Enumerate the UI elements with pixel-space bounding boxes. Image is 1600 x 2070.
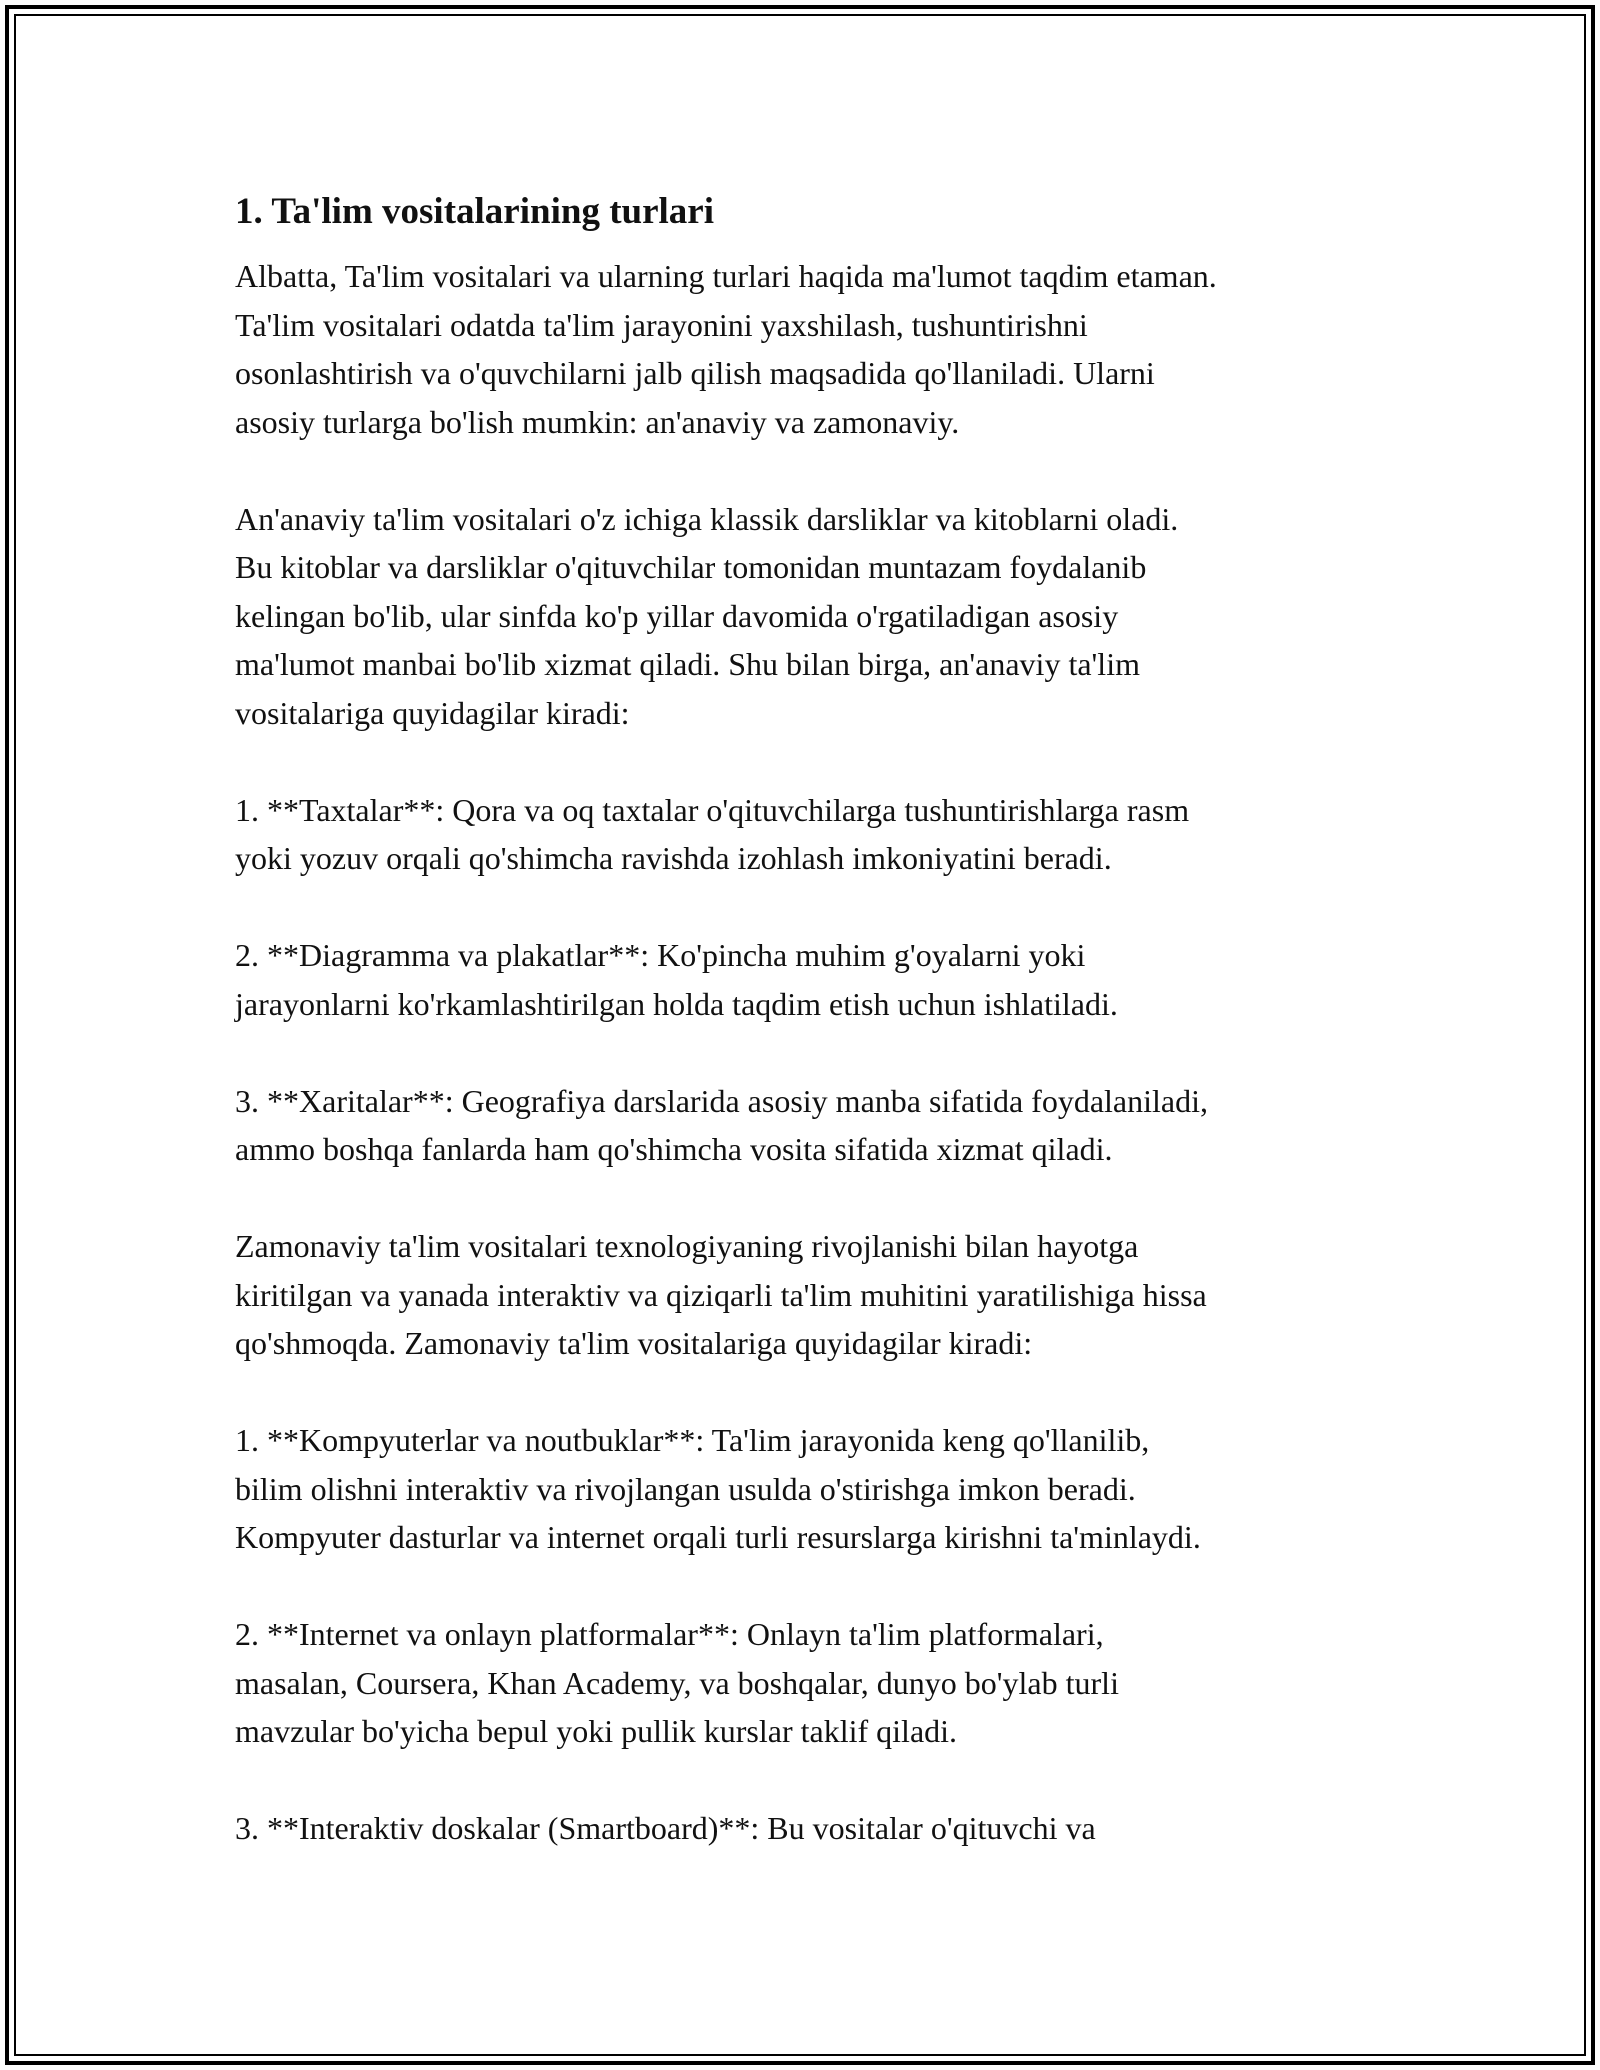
text-line: ammo boshqa fanlarda ham qo'shimcha vosita sifatida xizmat qiladi. <box>235 1131 1113 1167</box>
text-line: bilim olishni interaktiv va rivojlangan usulda o'stirishga imkon beradi. <box>235 1470 1136 1507</box>
text-line: mavzular bo'yicha bepul yoki pullik kurslar taklif qiladi. <box>235 1713 958 1749</box>
text-line: Kompyuter dasturlar va internet orqali turli resurslarga kirishni ta'minlaydi. <box>235 1519 1201 1555</box>
list-item-computers <box>235 1416 1415 1562</box>
list-item-smartboard <box>235 1804 1415 1853</box>
text-line: jarayonlarni ko'rkamlashtirilgan holda taqdim etish uchun ishlatiladi. <box>235 985 1118 1022</box>
text-line: ma'lumot manbai bo'lib xizmat qiladi. Shu bilan birga, an'anaviy ta'lim <box>235 646 1140 682</box>
list-item-maps <box>235 1077 1415 1174</box>
text-line: 3. **Xaritalar**: Geografiya darslarida asosiy manba sifatida foydalaniladi, <box>235 1082 1208 1119</box>
document-body <box>235 188 1415 1901</box>
paragraph-intro <box>235 252 1415 446</box>
text-line: An'anaviy ta'lim vositalari o'z ichiga klassik darsliklar va kitoblarni oladi. <box>235 500 1179 537</box>
text-line: Ta'lim vositalari odatda ta'lim jarayonini yaxshilash, tushuntirishni <box>235 306 1088 343</box>
text-line: Zamonaviy ta'lim vositalari texnologiyaning rivojlanishi bilan hayotga <box>235 1228 1139 1264</box>
text-line: 3. **Interaktiv doskalar (Smartboard)**: Bu vositalar o'qituvchi va <box>235 1810 1096 1846</box>
text-line: Bu kitoblar va darsliklar o'qituvchilar tomonidan muntazam foydalanib <box>235 549 1147 585</box>
text-line: asosiy turlarga bo'lish mumkin: an'anaviy va zamonaviy. <box>235 403 960 440</box>
paragraph-modern <box>235 1222 1415 1368</box>
text-line: 2. **Diagramma va plakatlar**: Ko'pincha muhim g'oyalarni yoki <box>235 937 1086 973</box>
text-line: 1. **Taxtalar**: Qora va oq taxtalar o'qituvchilarga tushuntirishlarga rasm <box>235 791 1190 828</box>
text-line: qo'shmoqda. Zamonaviy ta'lim vositalariga quyidagilar kiradi: <box>235 1325 1033 1361</box>
text-line: kiritilgan va yanada interaktiv va qiziqarli ta'lim muhitini yaratilishiga hissa <box>235 1276 1207 1313</box>
list-item-internet <box>235 1610 1415 1756</box>
text-line: masalan, Coursera, Khan Academy, va boshqalar, dunyo bo'ylab turli <box>235 1664 1119 1701</box>
list-item-blackboards <box>235 786 1415 883</box>
text-line: 1. **Kompyuterlar va noutbuklar**: Ta'lim jarayonida keng qo'llanilib, <box>235 1422 1150 1458</box>
paragraph-traditional <box>235 495 1415 738</box>
text-line: 2. **Internet va onlayn platformalar**: Onlayn ta'lim platformalari, <box>235 1616 1104 1652</box>
text-line: vositalariga quyidagilar kiradi: <box>235 694 630 731</box>
document-title: 1. Ta'lim vositalarining turlari <box>235 191 714 232</box>
text-line: Albatta, Ta'lim vositalari va ularning turlari haqida ma'lumot taqdim etaman. <box>235 258 1217 294</box>
list-item-diagrams <box>235 931 1415 1028</box>
text-line: kelingan bo'lib, ular sinfda ko'p yillar davomida o'rgatiladigan asosiy <box>235 597 1119 634</box>
text-line: yoki yozuv orqali qo'shimcha ravishda izohlash imkoniyatini beradi. <box>235 840 1112 876</box>
text-line: osonlashtirish va o'quvchilarni jalb qilish maqsadida qo'llaniladi. Ularni <box>235 355 1155 391</box>
